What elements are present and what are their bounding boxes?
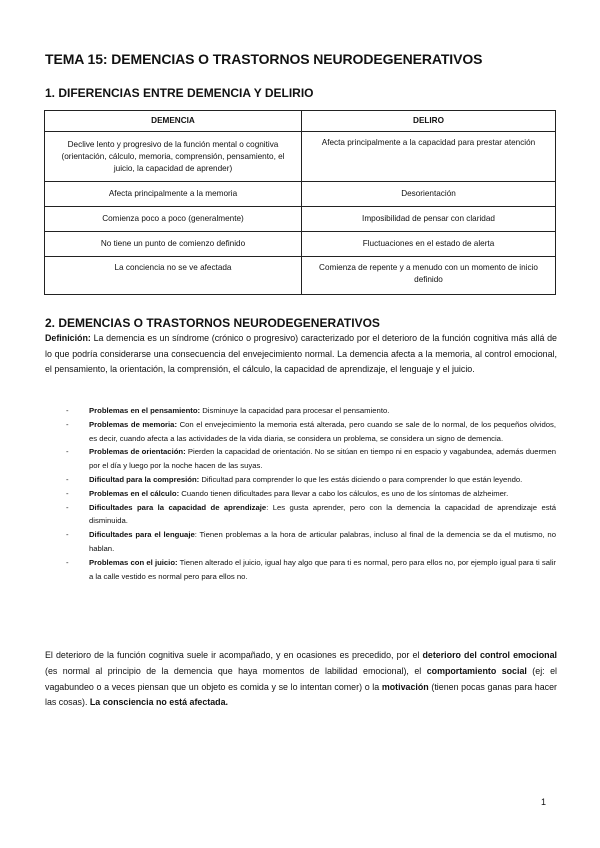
- list-item-label: Problemas de orientación:: [89, 447, 186, 457]
- table-cell: No tiene un punto de comienzo definido: [45, 232, 302, 257]
- list-item-text: Tienen alterado el juicio, igual hay algo que para ti es normal, pero para ellos no, por ejemplo igual para ti salir a la calle vestido es normal pero para ellos no.: [89, 557, 556, 581]
- definition-paragraph: [45, 331, 557, 378]
- definition-label: Definición:: [45, 333, 91, 343]
- table-row: [45, 207, 556, 232]
- list-item-label: Problemas con el juicio:: [89, 557, 178, 567]
- table-cell: La conciencia no se ve afectada: [45, 257, 302, 295]
- table-row: [45, 132, 556, 182]
- list-item: - Problemas con el juicio: Tienen alterado el juicio, igual hay algo que para ti es normal, pero para ellos no, por ejemplo igual para ti salir a la calle vestido es normal pero para ellos no.: [66, 557, 556, 581]
- list-item: - Problemas en el cálculo: Cuando tienen dificultades para llevar a cabo los cálculos, es uno de los síntomas de alzheimer.: [66, 488, 509, 498]
- page-title: TEMA 15: DEMENCIAS O TRASTORNOS NEURODEGENERATIVOS: [45, 51, 483, 67]
- list-item-text: Cuando tienen dificultades para llevar a cabo los cálculos, es uno de los síntomas de alzheimer.: [179, 488, 509, 498]
- table-cell: Imposibilidad de pensar con claridad: [302, 207, 556, 232]
- conclusion-text: (es normal al principio de la demencia que haya momentos de labilidad emocional), el: [45, 665, 427, 676]
- conclusion-emphasis: deterioro del control emocional: [422, 650, 557, 660]
- list-item-label: Problemas en el pensamiento:: [89, 406, 201, 415]
- list-item-label: Problemas de memoria:: [89, 419, 178, 429]
- table-row: [45, 182, 556, 207]
- section-2-heading: 2. DEMENCIAS O TRASTORNOS NEURODEGENERATIVOS: [45, 316, 380, 330]
- list-item-text: Dificultad para comprender lo que les estás diciendo o para comprender lo que están leyendo.: [199, 474, 523, 484]
- list-item-label: Dificultad para la compresión:: [89, 474, 200, 484]
- table-header-demencia: DEMENCIA: [45, 111, 302, 132]
- conclusion-paragraph: [45, 648, 557, 711]
- section-1-heading: 1. DIFERENCIAS ENTRE DEMENCIA Y DELIRIO: [45, 86, 314, 100]
- conclusion-text: (ej: el vagabundeo o a veces piensan que un objeto es comida y se lo intentan comer) o la: [45, 665, 557, 692]
- table-header-delirio: DELIRO: [302, 111, 556, 132]
- conclusion-emphasis: motivación: [381, 681, 429, 692]
- conclusion-text: (tienen pocas ganas para hacer las cosas).: [45, 681, 557, 708]
- table-cell: Afecta principalmente a la capacidad para prestar atención: [302, 132, 556, 182]
- conclusion-emphasis: La consciencia no está afectada.: [89, 697, 229, 708]
- problems-list: [0, 404, 600, 583]
- list-item: - Dificultades para el lenguaje: Tienen problemas a la hora de articular palabras, incluso al final de la demencia se da el mutismo, no hablan.: [66, 530, 556, 553]
- list-item: - Problemas de orientación: Pierden la capacidad de orientación. No se sitúan en tiempo ni en espacio y vagabundea, además duermen por el día y luego por la noche hacen de las suyas.: [66, 447, 556, 471]
- definition-text: La demencia es un síndrome (crónico o progresivo) caracterizado por el deterioro de la función cognitiva más allá de lo que podría considerarse una consecuencia del envejecimiento normal. La demencia afecta a la memoria, al control emocional, el pensamiento, la orientación, la comprensión, el cálculo, la capacidad de aprendizaje, el lenguaje y el juicio.: [45, 333, 557, 375]
- list-item-text: Con el envejecimiento la memoria está alterada, pero cuando se sale de lo normal, de los pequeños olvidos, es decir, cuando afecta a las actividades de la vida diaria, se considera un problema, se considera un signo de demencia.: [89, 419, 556, 443]
- list-item: - Problemas en el pensamiento: Disminuye la capacidad para procesar el pensamiento.: [66, 406, 390, 415]
- list-item: - Dificultades para la capacidad de aprendizaje: Les gusta aprender, pero con la demencia la capacidad de aprendizaje está disminuida.: [66, 502, 556, 526]
- table-cell: Comienza poco a poco (generalmente): [45, 207, 302, 232]
- table-cell: Declive lento y progresivo de la función mental o cognitiva (orientación, cálculo, memoria, comprensión, pensamiento, el juicio, la capacidad de aprender): [45, 132, 302, 182]
- page-number: 1: [541, 797, 547, 807]
- list-item-text: : Les gusta aprender, pero con la demencia la capacidad de aprendizaje está disminuida.: [89, 502, 556, 526]
- list-item-text: : Tienen problemas a la hora de articular palabras, incluso al final de la demencia se da el mutismo, no hablan.: [89, 530, 556, 553]
- list-item-label: Problemas en el cálculo:: [89, 488, 180, 498]
- table-row: [45, 257, 556, 295]
- table-cell: Desorientación: [302, 182, 556, 207]
- comparison-table: [44, 110, 556, 295]
- list-item: - Dificultad para la compresión: Dificultad para comprender lo que les estás diciendo o para comprender lo que están leyendo.: [66, 474, 523, 484]
- list-item-label: Dificultades para el lenguaje: [89, 530, 195, 540]
- table-row: [45, 232, 556, 257]
- table-cell: Fluctuaciones en el estado de alerta: [302, 232, 556, 257]
- table-cell: Comienza de repente y a menudo con un momento de inicio definido: [302, 257, 556, 295]
- list-item-text: Pierden la capacidad de orientación. No se sitúan en tiempo ni en espacio y vagabundea, además duermen por el día y luego por la noche hacen de las suyas.: [89, 447, 556, 471]
- conclusion-emphasis: comportamiento social: [426, 665, 527, 676]
- table-header-row: [45, 111, 556, 132]
- list-item-label: Dificultades para la capacidad de aprendizaje: [89, 502, 267, 512]
- conclusion-text: El deterioro de la función cognitiva suele ir acompañado, y en ocasiones es precedido, por el: [45, 650, 423, 660]
- table-cell: Afecta principalmente a la memoria: [45, 182, 302, 207]
- list-item-text: Disminuye la capacidad para procesar el pensamiento.: [200, 406, 390, 415]
- list-item: - Problemas de memoria: Con el envejecimiento la memoria está alterada, pero cuando se sale de lo normal, de los pequeños olvidos, es decir, cuando afecta a las actividades de la vida diaria, se considera un problema, se considera un signo de demencia.: [66, 419, 556, 443]
